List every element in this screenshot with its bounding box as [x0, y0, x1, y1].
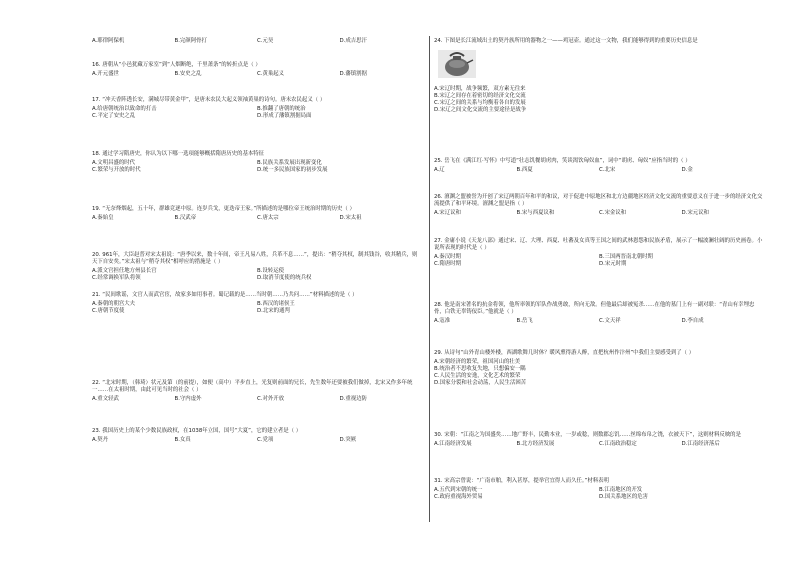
question-stem: 30. 宋朝：“江南之为国盛矣……地广野丰，民勤本业，一岁或稔，则数郡忘饥……丝绵布帛之饶，衣被天下”，这则材料反映的是 — [434, 432, 741, 438]
question-stem: 25. 岳飞在《满江红·写怀》中写道“壮志饥餐胡虏肉，笑谈渴饮匈奴血”，词中“胡虏、匈奴”应指当时的（ ） — [434, 158, 691, 164]
answer-option[interactable]: A.江南经济发展 — [434, 441, 472, 447]
answer-options — [434, 318, 764, 325]
question-stem: 16. 唐朝从“小邑犹藏万家室”到“人烟断绝，千里萧条”的转折点是（ ） — [92, 62, 261, 68]
answer-option[interactable]: B.岳飞 — [516, 318, 533, 324]
answer-option[interactable]: B.北方经济发展 — [516, 441, 555, 447]
answer-option[interactable]: B.三国两晋南北朝时期 — [599, 254, 653, 260]
answer-option[interactable]: B.设转运使 — [257, 268, 284, 274]
answer-option[interactable]: C.政府重视海外贸易 — [434, 494, 483, 500]
answer-options — [434, 359, 764, 387]
question-stem: 28. 他是南宋著名的抗金将领，他所率领的军队作战勇敢，所向无敌。但他最后却被冤杀……在他的墓门上有一副对联：“青山有幸埋忠骨，白铁无辜铸佞臣。”他就是（ ） — [434, 302, 755, 315]
question-stem: 19. “无奈烽烟起，五十年，群雄竞逐中原。连岁兵戈，更迭帝王家。”所描述的是哪位帝王统治时期的历史（ ） — [92, 206, 355, 212]
answer-option[interactable]: A.契丹 — [92, 437, 109, 443]
answer-option[interactable]: A.五代到宋朝的统一 — [434, 487, 483, 493]
answer-option[interactable]: A.给唐朝统治以致命的打击 — [92, 106, 157, 112]
answer-options — [92, 437, 422, 444]
question-stem: 31. 宋高宗曾说：“广南市舶，利入甚厚，提举官宜得人而久任。”材料表明 — [434, 478, 609, 484]
answer-option[interactable]: B.统治者不思收复失地，只想偏安一隅 — [434, 366, 526, 372]
answer-options — [434, 487, 764, 501]
answer-option[interactable]: D.宋辽之间文化交流的主要途径是战争 — [434, 107, 527, 113]
answer-option[interactable]: C.文天祥 — [599, 318, 621, 324]
answer-option[interactable]: A.重文轻武 — [92, 396, 119, 402]
answer-option[interactable]: A.文明昌盛的时代 — [92, 160, 136, 166]
answer-options — [434, 86, 764, 114]
question-q21 — [92, 292, 422, 315]
question-q29 — [434, 350, 764, 387]
answer-option[interactable]: D.成吉思汗 — [339, 38, 367, 44]
question-q31 — [434, 478, 764, 501]
question-q30 — [434, 432, 764, 448]
answer-option[interactable]: C.经常调换军队将领 — [92, 275, 141, 281]
answer-option[interactable]: D.宋元议和 — [681, 210, 709, 216]
answer-option[interactable]: D.藩镇割据 — [339, 71, 367, 77]
answer-option[interactable]: A.辽 — [434, 167, 445, 173]
answer-option[interactable]: D.取消节度使的统兵权 — [257, 275, 312, 281]
question-q16 — [92, 62, 422, 78]
answer-options — [92, 396, 422, 403]
question-q22 — [92, 380, 422, 403]
answer-option[interactable]: C.平定了安史之乱 — [92, 113, 136, 119]
answer-option[interactable]: C.隋唐时期 — [434, 261, 462, 267]
answer-option[interactable]: A.开元盛世 — [92, 71, 119, 77]
answer-option[interactable]: B.宋与西夏议和 — [516, 210, 555, 216]
answer-option[interactable]: D.金 — [681, 167, 693, 173]
question-q18 — [92, 151, 422, 174]
answer-option[interactable]: B.完颜阿骨打 — [174, 38, 207, 44]
answer-option[interactable]: C.唐朝节度使 — [92, 308, 125, 314]
answer-option[interactable]: D.突厥 — [339, 437, 357, 443]
answer-option[interactable]: A.宋辽议和 — [434, 210, 461, 216]
answer-option[interactable]: B.宋辽之间存在着密切的经济文化交流 — [434, 93, 526, 99]
answer-option[interactable]: D.北宋的通判 — [257, 308, 290, 314]
question-stem: 22. “北宋时期，（韩琦）状元及第（的前提），如便（高中）平步直上，光复则前面的兄长，先生数年还要被我们做掉，北宋又作多年统一……在太祖时期，由此可见当时的社会（ ） — [92, 380, 413, 393]
answer-option[interactable]: D.李自成 — [681, 318, 704, 324]
answer-option[interactable]: C.元昊 — [257, 38, 274, 44]
answer-options — [92, 38, 422, 45]
answer-options — [92, 106, 422, 120]
answer-options — [92, 301, 422, 315]
question-q26 — [434, 194, 764, 217]
answer-option[interactable]: D.重视边防 — [339, 396, 367, 402]
answer-option[interactable]: C.党项 — [257, 437, 274, 443]
question-stem: 29. 从诗句“山外青山楼外楼，西湖歌舞几时休？暖风熏得游人醉，直把杭州作汴州”中我们主要感受到了（ ） — [434, 350, 695, 356]
answer-option[interactable]: D.国关系地区的危害 — [599, 494, 648, 500]
answer-options — [434, 254, 764, 268]
question-q15-options — [92, 36, 422, 45]
question-stem: 21. “民间歌谣，文官人而武官宦，故家多如用事者。蜀记载的是……当时朝……乃共问……”材料描述的是（ ） — [92, 292, 358, 298]
answer-option[interactable]: B.民族关系发展出现新变化 — [257, 160, 322, 166]
question-stem: 26. 澶渊之盟被誉为开创了宋辽两朝百年和平的和议，对于促进中原地区和北方边疆地区经济文化交流的重要意义在于进一步的经济文化交流提供了和平环境。澶渊之盟是指（ ） — [434, 194, 763, 207]
answer-option[interactable]: A.秦朝的朝宫大夫 — [92, 301, 136, 307]
answer-options — [92, 71, 422, 78]
answer-options — [434, 167, 764, 174]
answer-options — [92, 215, 422, 222]
question-q20 — [92, 252, 422, 282]
answer-option[interactable]: C.北宋 — [599, 167, 616, 173]
answer-option[interactable]: B.西夏 — [516, 167, 533, 173]
answer-options — [434, 210, 764, 217]
answer-option[interactable]: B.江南地区的开发 — [599, 487, 643, 493]
question-stem: 27. 金庸小说《天龙八部》通过宋、辽、大理、西夏、吐蕃及女真等王国之间的武林恩怨和民族矛盾，展示了一幅波澜壮阔的历史画卷。小说所表现的时代是（ ） — [434, 238, 763, 251]
answer-option[interactable]: C.宋辽之间的关系与均衡着各自的发展 — [434, 100, 526, 106]
answer-option[interactable]: C.人民生活的安逸，文化艺术的繁荣 — [434, 373, 521, 379]
answer-option[interactable]: C.对外开放 — [257, 396, 285, 402]
answer-option[interactable]: A.秦始皇 — [92, 215, 114, 221]
answer-option[interactable]: D.宋元时期 — [599, 261, 627, 267]
question-q23 — [92, 428, 422, 444]
answer-option[interactable]: B.守内虚外 — [174, 396, 202, 402]
answer-option[interactable]: A.秦汉时期 — [434, 254, 461, 260]
question-q27 — [434, 238, 764, 268]
answer-option[interactable]: C.唐太宗 — [257, 215, 279, 221]
answer-option[interactable]: B.西汉的诸侯王 — [257, 301, 295, 307]
answer-option[interactable]: B.女真 — [174, 437, 191, 443]
answer-options — [92, 268, 422, 282]
question-q25 — [434, 158, 764, 174]
question-stem: 20. 961年，大臣赵普对宋太祖说：“唐季以来，数十年间，帝王凡易八姓，兵革不息……”，提出：“稍夺其权，制其钱谷，收其精兵，则天下自安矣。”宋太祖与“稍夺其权”相呼应的措施是（ ） — [92, 252, 418, 265]
answer-option[interactable]: D.宋太祖 — [339, 215, 362, 221]
question-q28 — [434, 302, 764, 325]
answer-option[interactable]: B.推翻了唐朝的统治 — [257, 106, 306, 112]
answer-option[interactable]: A.宋辽时期，战争频繁，双方素无往来 — [434, 86, 526, 92]
answer-option[interactable]: C.黄巢起义 — [257, 71, 285, 77]
answer-option[interactable]: C.江南政治稳定 — [599, 441, 637, 447]
answer-option[interactable]: A.耶律阿保机 — [92, 38, 125, 44]
question-stem: 24. 下图是长江流域出土的契丹族所用的器物之一——鸡冠壶。通过这一文物，我们能够得到的重要历史信息是 — [434, 38, 698, 44]
question-stem: 18. 通过学习隋唐史，你认为以下哪一选项能够概括隋唐历史的基本特征 — [92, 151, 265, 157]
question-q24 — [434, 38, 764, 114]
answer-option[interactable]: B.安史之乱 — [174, 71, 202, 77]
artifact-pot-image — [438, 50, 476, 78]
question-stem: 23. 我国历史上的某个少数民族政权，在1038年立国，国号“大夏”，它的建立者是（ ） — [92, 428, 302, 434]
answer-option[interactable]: C.宋金议和 — [599, 210, 627, 216]
answer-option[interactable]: A.派文官担任地方州县长官 — [92, 268, 157, 274]
answer-options — [92, 160, 422, 174]
answer-option[interactable]: A.宋朝经济的繁荣，祖国河山的壮美 — [434, 359, 521, 365]
answer-options — [434, 441, 764, 448]
column-divider — [429, 36, 430, 522]
answer-option[interactable]: A.寇准 — [434, 318, 451, 324]
answer-option[interactable]: D.江南经济落后 — [681, 441, 720, 447]
answer-option[interactable]: D.国家分裂和社会动荡，人民生活困苦 — [434, 380, 527, 386]
question-q17 — [92, 97, 422, 120]
question-stem: 17. “冲天香阵透长安，满城尽带黄金甲”，是唐末农民大起义领袖黄巢的诗句。唐末农民起义（ ） — [92, 97, 326, 103]
answer-option[interactable]: B.汉武帝 — [174, 215, 197, 221]
question-q19 — [92, 206, 422, 222]
answer-option[interactable]: D.统一多民族国家的初步发展 — [257, 167, 328, 173]
answer-option[interactable]: C.繁荣与开放的时代 — [92, 167, 141, 173]
answer-option[interactable]: D.形成了藩镇割据局面 — [257, 113, 312, 119]
